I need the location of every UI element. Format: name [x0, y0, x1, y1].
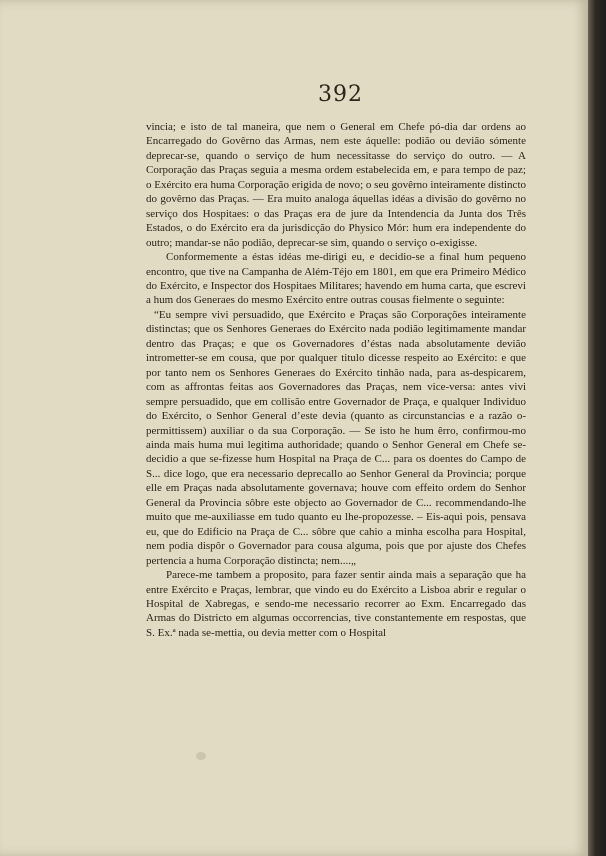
paragraph-3-quotation: “Eu sempre vivi persuadido, que Exército e Praças são Corporações inteiramente distinctas; que os Senhores Generaes do Exército nada podião legitimamente mandar dentro das Praças; e que os Governadores d’éstas nada absolutamente devião intrometter-se em cousa, que por qualquer titulo dicesse respeito ao Exército: e que por tanto nem os Senhores Generaes do Exército tinhão nada, para as-despicarem, com as affrontas feitas aos Governadores das Praças, nem vice-versa: antes vivi sempre persuadido, que em collisão entre Governador de Praça, e qualquer Individuo do Exército, o Senhor General d’este devia (quanto as circunstancias e a razão o-permittissem) auxiliar o da sua Corporação. — Se isto he hum êrro, confirmou-mo ainda mais huma mui legitima authoridade; quando o Senhor General em Chefe se-decidio a que se-fizesse hum Hospital na Praça de C... para os doentes do Campo de S... dice logo, que era necessario deprecallo ao Senhor General da Provincia; porque elle em Praças nada absolutamente governava; houve com effeito ordem do Senhor General da Provincia sôbre este objecto ao Governador de C... recommendando-lhe muito que me-auxiliasse em tudo quanto eu lhe-propozesse. – Eis-aqui pois, pensava eu, que do Edificio na Praça de C... sôbre que cahio a minha escolha para Hospital, nem podia dispôr o Governador para cousa alguma, pois que por ajuste dos Chefes pertencia a huma Corporação distincta; nem....„: [146, 308, 526, 567]
book-gutter: [588, 0, 606, 856]
ink-smudge: [196, 752, 206, 760]
paragraph-4: Parece-me tambem a proposito, para fazer sentir ainda mais a separação que ha entre Exército e Praças, lembrar, que vindo eu do Exército a Lisboa abrir e regular o Hospital de Xabregas, e sendo-me necessario recorrer ao Exm. Encarregado das Armas do Districto em algumas occorrencias, tive constantemente em respostas, que S. Ex.ª nada se-mettia, ou devia metter com o Hospital: [146, 569, 526, 639]
paragraph-2: Conformemente a éstas idéas me-dirigi eu, e decidio-se a final hum pequeno encontro, que tive na Campanha de Além-Téjo em 1801, em que era Primeiro Médico do Exército, e Inspector dos Hospitaes Militares; havendo em huma carta, que escrevi a hum dos Generaes do mesmo Exército entre outras cousas fielmente o seguinte:: [146, 251, 526, 307]
page-number: 392: [318, 82, 363, 107]
body-text: [146, 120, 526, 640]
paragraph-1: vincia; e isto de tal maneira, que nem o General em Chefe pó-dia dar ordens ao Encarregado do Govêrno das Armas, nem este áquelle: podião ou devião sómente deprecar-se, quando o serviço de hum necessitasse do serviço do outro. — A Corporação das Praças seguia a mesma ordem estabelecida em, e para tempo de paz; o Exército era huma Corporação erigida de novo; o seu govêrno inteiramente distincto do govêrno das Praças. — Era muito analoga áquellas idéas a divisão do govêrno no serviço dos Hospitaes: o das Praças era de jure da Intendencia da Junta dos Três Estados, o do Exército era da jurisdicção do Physico Mór: hum era independente do outro; mandar-se não podião, deprecar-se sim, quando o serviço o-exigisse.: [146, 121, 526, 249]
